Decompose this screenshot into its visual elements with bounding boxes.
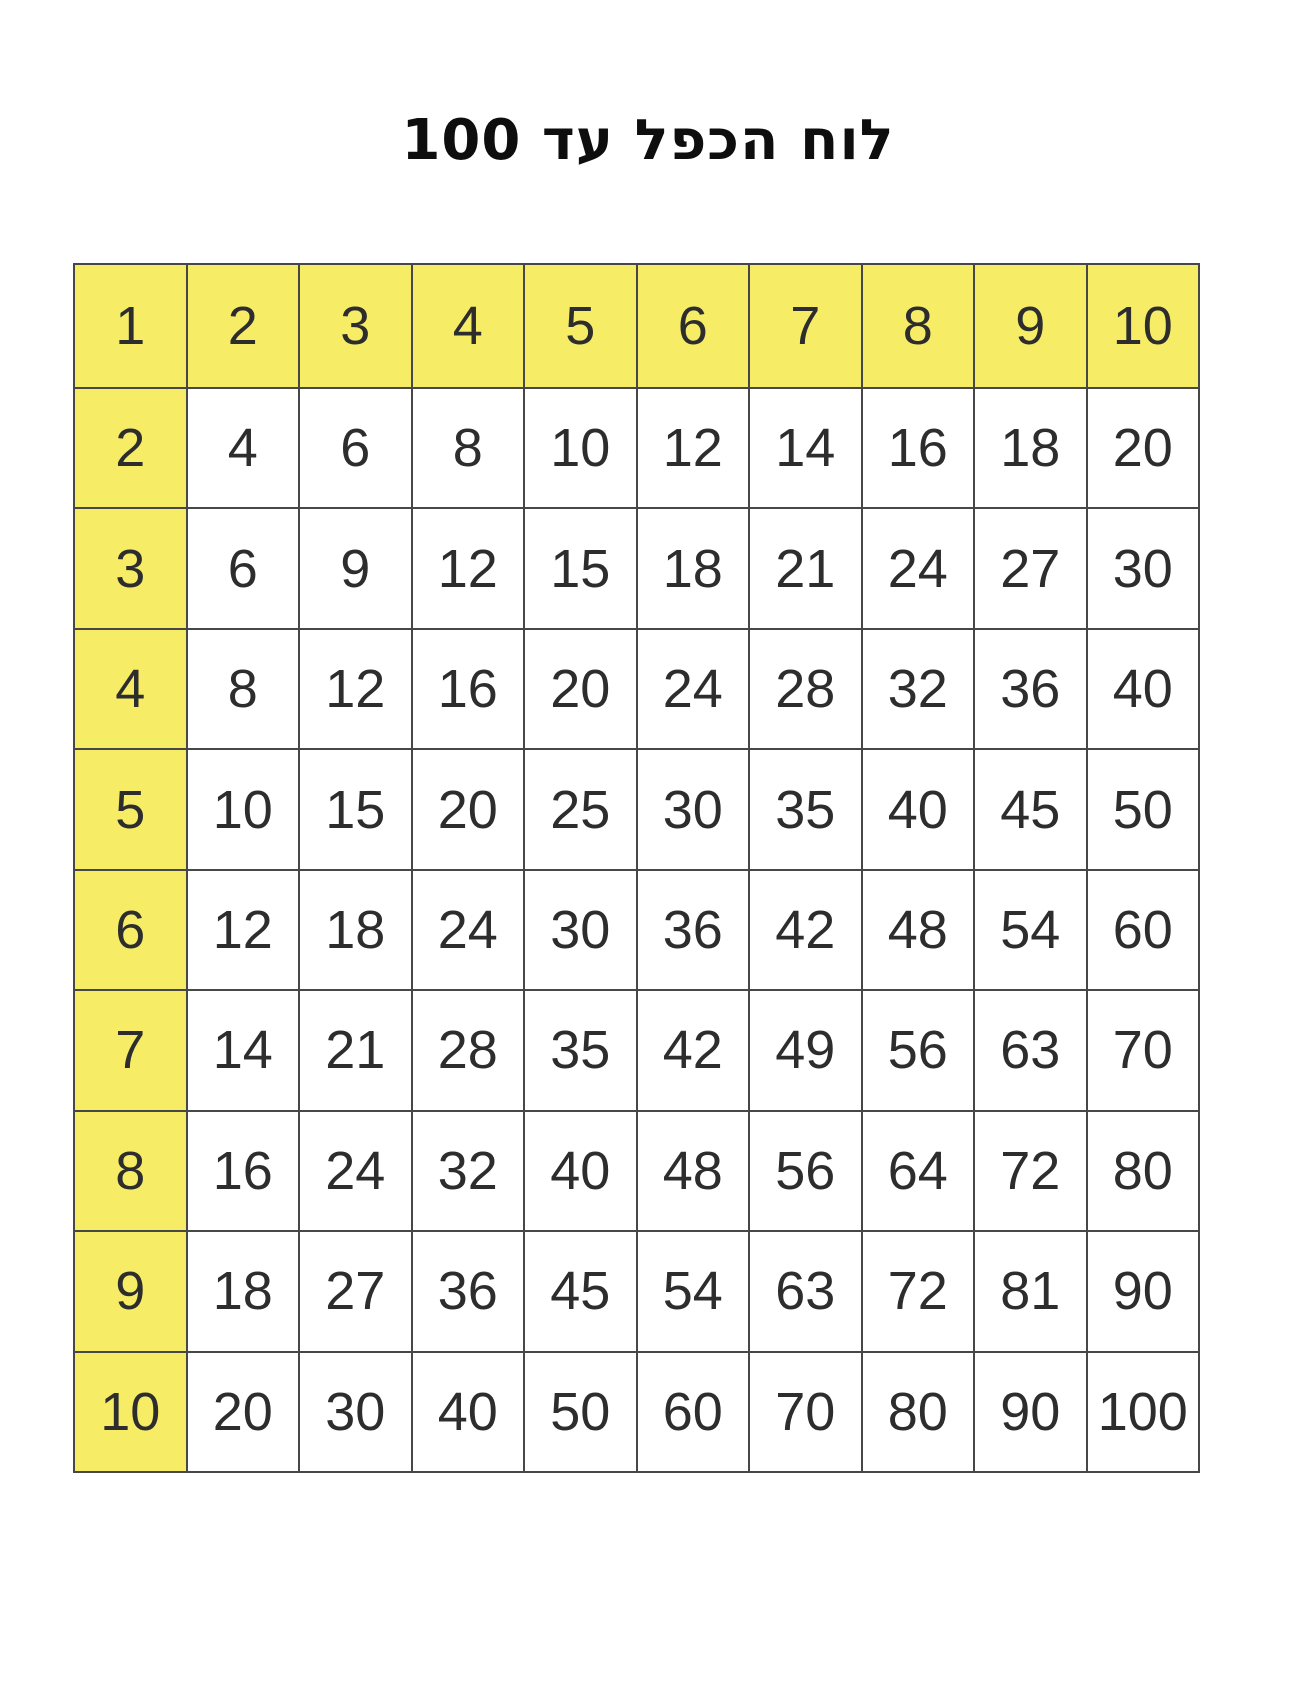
product-cell: 70	[1088, 991, 1199, 1109]
header-cell: 3	[300, 265, 411, 387]
row-header-cell: 9	[75, 1232, 186, 1350]
header-cell: 8	[863, 265, 974, 387]
product-cell: 72	[863, 1232, 974, 1350]
page-title: לוח הכפל עד 100	[401, 108, 895, 173]
product-cell: 35	[750, 750, 861, 868]
product-cell: 6	[300, 389, 411, 507]
product-cell: 80	[1088, 1112, 1199, 1230]
product-cell: 36	[638, 871, 749, 989]
product-cell: 40	[863, 750, 974, 868]
product-cell: 24	[413, 871, 524, 989]
product-cell: 36	[975, 630, 1086, 748]
product-cell: 60	[1088, 871, 1199, 989]
header-cell: 9	[975, 265, 1086, 387]
product-cell: 40	[413, 1353, 524, 1471]
product-cell: 4	[188, 389, 299, 507]
product-cell: 49	[750, 991, 861, 1109]
product-cell: 18	[300, 871, 411, 989]
product-cell: 50	[1088, 750, 1199, 868]
product-cell: 12	[188, 871, 299, 989]
product-cell: 90	[1088, 1232, 1199, 1350]
product-cell: 10	[188, 750, 299, 868]
product-cell: 63	[975, 991, 1086, 1109]
row-header-cell: 2	[75, 389, 186, 507]
product-cell: 27	[975, 509, 1086, 627]
product-cell: 12	[413, 509, 524, 627]
product-cell: 70	[750, 1353, 861, 1471]
product-cell: 16	[188, 1112, 299, 1230]
product-cell: 12	[300, 630, 411, 748]
header-cell: 5	[525, 265, 636, 387]
product-cell: 28	[750, 630, 861, 748]
product-cell: 8	[188, 630, 299, 748]
product-cell: 56	[750, 1112, 861, 1230]
product-cell: 24	[300, 1112, 411, 1230]
product-cell: 24	[638, 630, 749, 748]
product-cell: 6	[188, 509, 299, 627]
row-header-cell: 4	[75, 630, 186, 748]
product-cell: 25	[525, 750, 636, 868]
product-cell: 54	[975, 871, 1086, 989]
product-cell: 35	[525, 991, 636, 1109]
product-cell: 15	[525, 509, 636, 627]
product-cell: 16	[863, 389, 974, 507]
product-cell: 20	[188, 1353, 299, 1471]
product-cell: 48	[638, 1112, 749, 1230]
header-cell: 2	[188, 265, 299, 387]
product-cell: 10	[525, 389, 636, 507]
product-cell: 81	[975, 1232, 1086, 1350]
product-cell: 12	[638, 389, 749, 507]
product-cell: 36	[413, 1232, 524, 1350]
product-cell: 18	[975, 389, 1086, 507]
row-header-cell: 7	[75, 991, 186, 1109]
header-cell: 7	[750, 265, 861, 387]
row-header-cell: 10	[75, 1353, 186, 1471]
product-cell: 100	[1088, 1353, 1199, 1471]
product-cell: 20	[1088, 389, 1199, 507]
product-cell: 72	[975, 1112, 1086, 1230]
header-cell: 6	[638, 265, 749, 387]
multiplication-table	[73, 263, 1200, 1473]
product-cell: 20	[525, 630, 636, 748]
product-cell: 32	[863, 630, 974, 748]
product-cell: 14	[188, 991, 299, 1109]
product-cell: 9	[300, 509, 411, 627]
row-header-cell: 5	[75, 750, 186, 868]
product-cell: 24	[863, 509, 974, 627]
product-cell: 50	[525, 1353, 636, 1471]
product-cell: 63	[750, 1232, 861, 1350]
product-cell: 21	[750, 509, 861, 627]
row-header-cell: 8	[75, 1112, 186, 1230]
product-cell: 40	[1088, 630, 1199, 748]
product-cell: 40	[525, 1112, 636, 1230]
product-cell: 32	[413, 1112, 524, 1230]
product-cell: 45	[525, 1232, 636, 1350]
product-cell: 30	[638, 750, 749, 868]
product-cell: 64	[863, 1112, 974, 1230]
product-cell: 60	[638, 1353, 749, 1471]
product-cell: 30	[525, 871, 636, 989]
product-cell: 16	[413, 630, 524, 748]
product-cell: 90	[975, 1353, 1086, 1471]
header-cell: 4	[413, 265, 524, 387]
product-cell: 80	[863, 1353, 974, 1471]
row-header-cell: 3	[75, 509, 186, 627]
product-cell: 21	[300, 991, 411, 1109]
product-cell: 20	[413, 750, 524, 868]
product-cell: 48	[863, 871, 974, 989]
product-cell: 42	[638, 991, 749, 1109]
product-cell: 42	[750, 871, 861, 989]
product-cell: 28	[413, 991, 524, 1109]
product-cell: 45	[975, 750, 1086, 868]
product-cell: 14	[750, 389, 861, 507]
product-cell: 56	[863, 991, 974, 1109]
product-cell: 15	[300, 750, 411, 868]
row-header-cell: 6	[75, 871, 186, 989]
product-cell: 30	[300, 1353, 411, 1471]
product-cell: 54	[638, 1232, 749, 1350]
product-cell: 30	[1088, 509, 1199, 627]
header-cell: 1	[75, 265, 186, 387]
product-cell: 18	[188, 1232, 299, 1350]
product-cell: 18	[638, 509, 749, 627]
product-cell: 8	[413, 389, 524, 507]
product-cell: 27	[300, 1232, 411, 1350]
header-cell: 10	[1088, 265, 1199, 387]
